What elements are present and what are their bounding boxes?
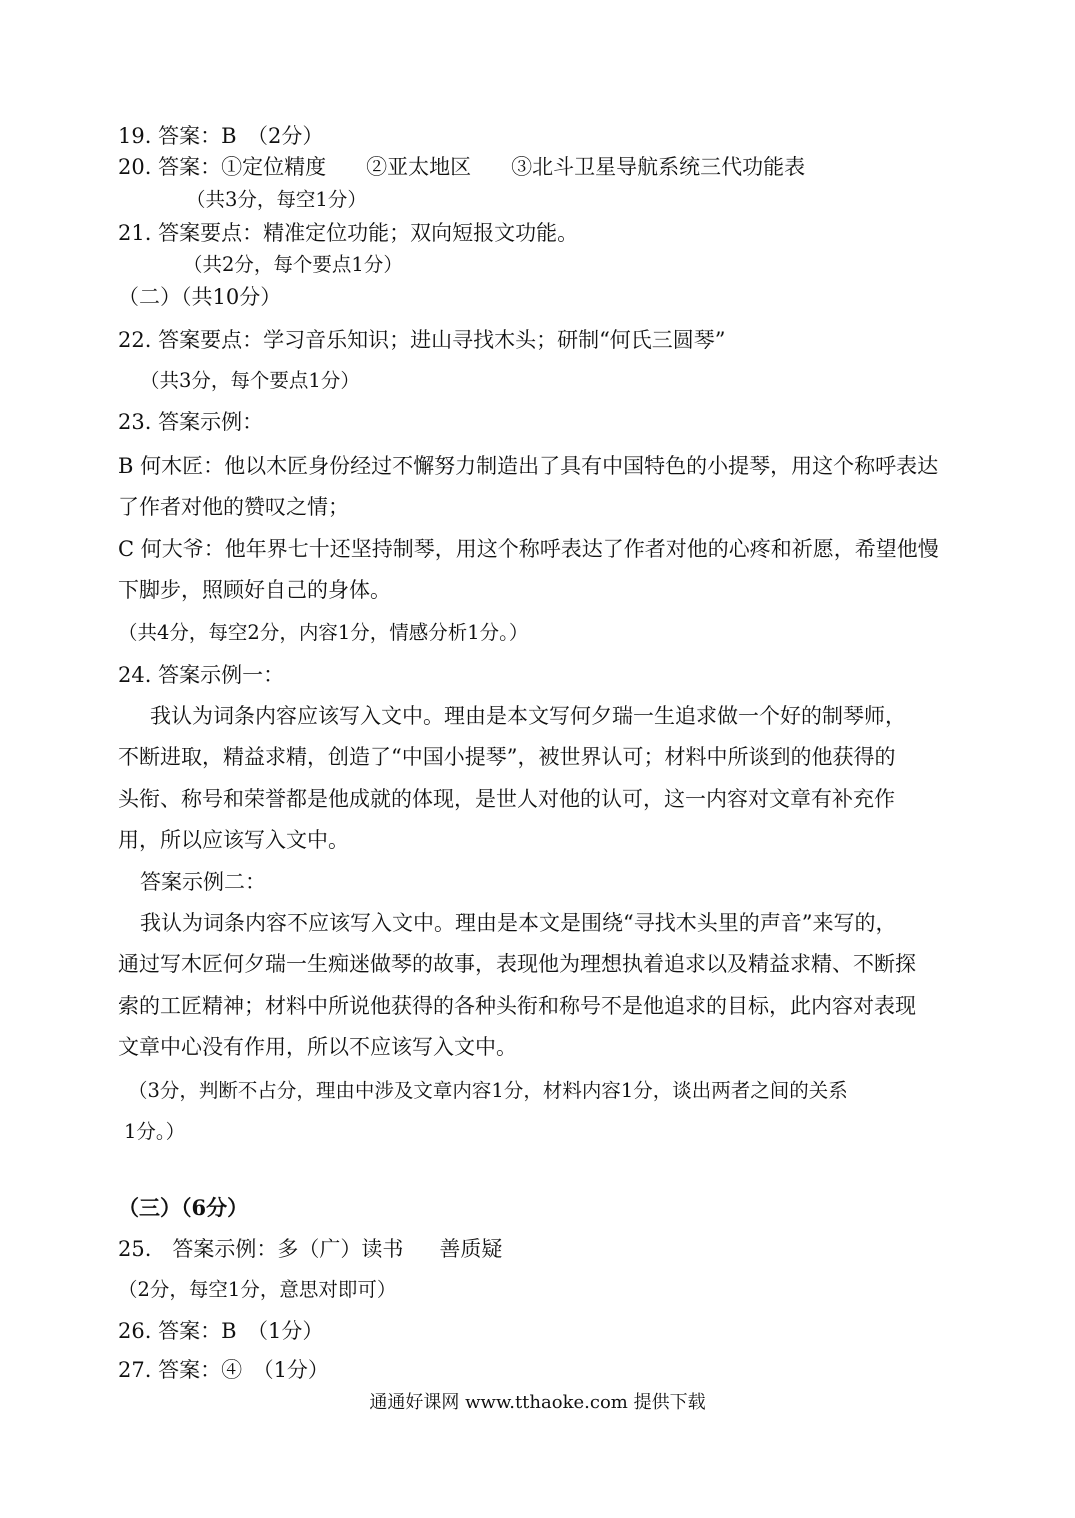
q24-example1-line-3: 头衔、称号和荣誉都是他成就的体现，是世人对他的认可，这一内容对文章有补充作 (118, 787, 895, 811)
q24-example2-line-2: 通过写木匠何夕瑞一生痴迷做琴的故事，表现他为理想执着追求以及精益求精、不断探 (118, 952, 916, 976)
q22-answer: 22. 答案要点：学习音乐知识；进山寻找木头；研制“何氏三圆琴” (118, 328, 726, 352)
q23-b-line-2: 了作者对他的赞叹之情； (118, 495, 349, 519)
q23-scoring-note: （共4分，每空2分，内容1分，情感分析1分。） (118, 621, 529, 644)
q23-title: 23. 答案示例： (118, 410, 264, 434)
q24-title-example-2: 答案示例二： (140, 870, 266, 894)
q26-answer: 26. 答案：B （1分） (118, 1319, 324, 1343)
part2-heading: （二）（共10分） (118, 285, 282, 309)
q25-answer (118, 1235, 502, 1263)
q23-b-line-1: B 何木匠：他以木匠身份经过不懈努力制造出了具有中国特色的小提琴，用这个称呼表达 (118, 454, 939, 478)
q21-scoring-note: （共2分，每个要点1分） (183, 253, 403, 276)
q24-example1-line-2: 不断进取，精益求精，创造了“中国小提琴”，被世界认可；材料中所谈到的他获得的 (118, 745, 896, 769)
q23-c-line-1: C 何大爷：他年界七十还坚持制琴，用这个称呼表达了作者对他的心疼和祈愿，希望他慢 (118, 537, 939, 561)
q23-c-line-2: 下脚步，照顾好自己的身体。 (118, 578, 391, 602)
q25-scoring-note: （2分，每空1分，意思对即可） (118, 1278, 397, 1301)
q20-scoring-note: （共3分，每空1分） (186, 188, 367, 211)
q20-blank-3: ③北斗卫星导航系统三代功能表 (511, 155, 806, 179)
q24-title-example-1: 24. 答案示例一： (118, 663, 285, 687)
q24-scoring-note-line-2: 1分。） (124, 1120, 186, 1143)
q24-scoring-note-line-1: （3分，判断不占分，理由中涉及文章内容1分，材料内容1分，谈出两者之间的关系 (128, 1079, 848, 1102)
q20-blank-1: ①定位精度 (221, 155, 327, 179)
q24-example1-line-4: 用，所以应该写入文中。 (118, 828, 349, 852)
footer-download-note: 通通好课网 www.tthaoke.com 提供下载 (369, 1392, 706, 1413)
q20-blank-2: ②亚太地区 (366, 155, 472, 179)
q20-prefix: 20. 答案： (118, 155, 222, 179)
q25-prefix: 25. 答案示例：多（广）读书 (118, 1237, 404, 1261)
q21-answer: 21. 答案要点：精准定位功能；双向短报文功能。 (118, 221, 579, 245)
q25-blank-2: 善质疑 (439, 1237, 503, 1261)
q19-answer: 19. 答案：B （2分） (118, 124, 324, 148)
q24-example2-line-1: 我认为词条内容不应该写入文中。理由是本文是围绕“寻找木头里的声音”来写的， (140, 911, 897, 935)
q24-example2-line-4: 文章中心没有作用，所以不应该写入文中。 (118, 1035, 517, 1059)
q22-scoring-note: （共3分，每个要点1分） (140, 369, 360, 392)
q20-answer (118, 153, 805, 181)
q24-example2-line-3: 索的工匠精神；材料中所说他获得的各种头衔和称号不是他追求的目标，此内容对表现 (118, 994, 916, 1018)
q27-answer: 27. 答案：④ （1分） (118, 1358, 329, 1382)
part3-heading: （三）（6分） (118, 1195, 249, 1220)
q24-example1-line-1: 我认为词条内容应该写入文中。理由是本文写何夕瑞一生追求做一个好的制琴师， (150, 704, 906, 728)
